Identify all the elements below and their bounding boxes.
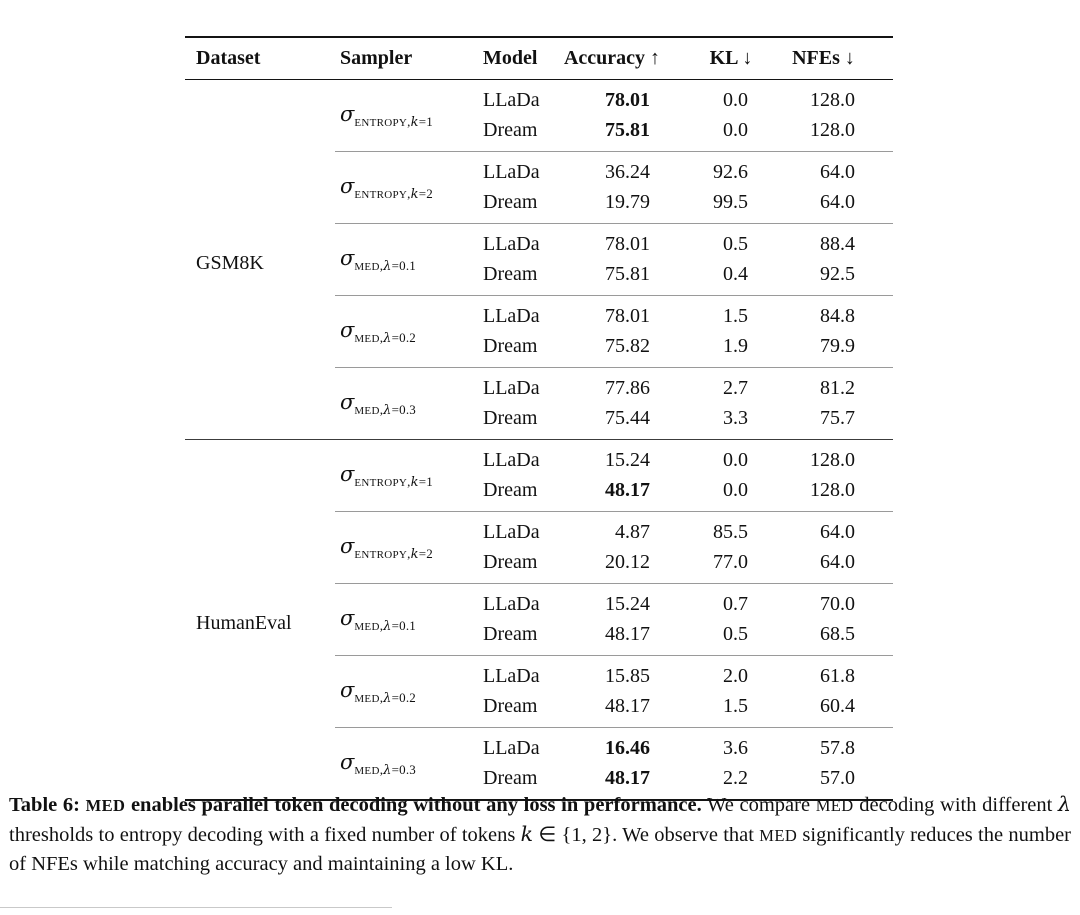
kl-value: 0.4 xyxy=(723,263,748,285)
model-name: LLaDa xyxy=(470,368,558,404)
model-name: Dream xyxy=(483,695,538,717)
sampler-label xyxy=(335,152,470,224)
dataset-label: GSM8K xyxy=(196,251,264,274)
table-body xyxy=(185,80,893,801)
accuracy-value: 4.87 xyxy=(558,512,700,548)
caption-segment: significantly reduces the number of NFEs while matching accuracy and maintaining a low KL. xyxy=(9,824,1072,875)
kl-value: 2.7 xyxy=(700,368,772,404)
accuracy-value: 48.17 xyxy=(605,695,650,717)
nfes-value: 61.8 xyxy=(772,656,893,692)
kl-value: 77.0 xyxy=(713,551,748,573)
kl-value: 85.5 xyxy=(700,512,772,548)
results-table-wrap xyxy=(185,36,893,801)
nfes-value: 128.0 xyxy=(772,440,893,476)
nfes-value: 60.4 xyxy=(820,695,855,717)
caption-segment: MED xyxy=(85,796,126,815)
nfes-value: 75.7 xyxy=(820,407,855,429)
caption-segment: We compare xyxy=(701,794,816,816)
sampler-subscript: ENTROPY,k=1 xyxy=(354,114,433,130)
model-name: Dream xyxy=(483,479,538,501)
kl-value: 0.7 xyxy=(700,584,772,620)
sampler-label xyxy=(335,440,470,512)
accuracy-value: 48.17 xyxy=(605,623,650,645)
kl-value: 1.5 xyxy=(700,296,772,332)
kl-value: 1.9 xyxy=(723,335,748,357)
sampler-subscript: MED,λ=0.2 xyxy=(354,690,416,706)
sigma-symbol: σ xyxy=(340,246,355,270)
sampler-label xyxy=(335,368,470,440)
table-caption xyxy=(9,790,1071,879)
accuracy-value: 15.24 xyxy=(558,584,700,620)
nfes-value: 128.0 xyxy=(810,119,855,141)
sampler-label xyxy=(335,584,470,656)
kl-value: 0.0 xyxy=(723,119,748,141)
nfes-value: 64.0 xyxy=(772,512,893,548)
kl-value: 3.6 xyxy=(700,728,772,764)
accuracy-value: 78.01 xyxy=(558,296,700,332)
nfes-value: 57.8 xyxy=(772,728,893,764)
accuracy-value: 48.17 xyxy=(605,767,650,789)
sigma-symbol: σ xyxy=(340,606,355,630)
dataset-label: HumanEval xyxy=(185,440,335,801)
kl-value: 99.5 xyxy=(713,191,748,213)
caption-segment: thresholds to entropy decoding with a fixed number of tokens xyxy=(9,824,521,846)
accuracy-value: 75.82 xyxy=(605,335,650,357)
model-name: Dream xyxy=(483,191,538,213)
caption-segment: decoding with different xyxy=(853,794,1058,816)
sampler-subscript: ENTROPY,k=2 xyxy=(354,186,433,202)
sigma-symbol: σ xyxy=(340,390,355,414)
nfes-value: 84.8 xyxy=(772,296,893,332)
model-name: LLaDa xyxy=(470,440,558,476)
accuracy-value: 19.79 xyxy=(605,191,650,213)
model-name: Dream xyxy=(483,623,538,645)
column-header-nfes: NFEs ↓ xyxy=(772,37,893,80)
accuracy-value: 75.44 xyxy=(605,407,650,429)
sigma-symbol: σ xyxy=(340,174,355,198)
sampler-label xyxy=(335,656,470,728)
sigma-symbol: σ xyxy=(340,750,355,774)
model-name: Dream xyxy=(483,119,538,141)
nfes-value: 88.4 xyxy=(772,224,893,260)
caption-segment: Table 6: xyxy=(9,794,86,816)
sampler-subscript: MED,λ=0.1 xyxy=(354,258,416,274)
kl-value: 0.0 xyxy=(700,440,772,476)
accuracy-value: 78.01 xyxy=(558,224,700,260)
nfes-value: 57.0 xyxy=(820,767,855,789)
column-header-kl: KL ↓ xyxy=(700,37,772,80)
sampler-subscript: ENTROPY,k=2 xyxy=(354,546,433,562)
nfes-value: 81.2 xyxy=(772,368,893,404)
kl-value: 0.5 xyxy=(723,623,748,645)
caption-segment: k xyxy=(520,822,534,846)
caption-segment: enables parallel token decoding without any loss in performance. xyxy=(125,794,702,816)
nfes-value: 70.0 xyxy=(772,584,893,620)
kl-value: 2.2 xyxy=(723,767,748,789)
kl-value: 2.0 xyxy=(700,656,772,692)
model-name: LLaDa xyxy=(470,656,558,692)
accuracy-value: 15.85 xyxy=(558,656,700,692)
kl-value: 1.5 xyxy=(723,695,748,717)
sampler-subscript: ENTROPY,k=1 xyxy=(354,474,433,490)
model-name: Dream xyxy=(483,335,538,357)
sampler-subscript: MED,λ=0.2 xyxy=(354,330,416,346)
nfes-value: 128.0 xyxy=(810,479,855,501)
accuracy-value: 75.81 xyxy=(605,263,650,285)
nfes-value: 92.5 xyxy=(820,263,855,285)
nfes-value: 68.5 xyxy=(820,623,855,645)
kl-value: 92.6 xyxy=(700,152,772,188)
model-name: Dream xyxy=(483,767,538,789)
sampler-label xyxy=(335,224,470,296)
caption-segment: λ xyxy=(1057,792,1071,816)
model-name: Dream xyxy=(483,407,538,429)
accuracy-value: 20.12 xyxy=(605,551,650,573)
model-name: LLaDa xyxy=(483,89,540,111)
model-name: LLaDa xyxy=(470,728,558,764)
sampler-subscript: MED,λ=0.1 xyxy=(354,618,416,634)
nfes-value: 64.0 xyxy=(820,191,855,213)
kl-value: 3.3 xyxy=(723,407,748,429)
model-name: LLaDa xyxy=(470,224,558,260)
column-header-dataset: Dataset xyxy=(185,37,335,80)
model-name: Dream xyxy=(483,263,538,285)
sigma-symbol: σ xyxy=(340,318,355,342)
accuracy-value: 78.01 xyxy=(605,89,650,111)
nfes-value: 64.0 xyxy=(820,551,855,573)
accuracy-value: 48.17 xyxy=(605,479,650,501)
model-name: LLaDa xyxy=(470,512,558,548)
nfes-value: 64.0 xyxy=(772,152,893,188)
column-header-model: Model xyxy=(470,37,558,80)
model-name: LLaDa xyxy=(470,152,558,188)
caption-segment: MED xyxy=(815,796,854,815)
sampler-subscript: MED,λ=0.3 xyxy=(354,762,416,778)
nfes-value: 79.9 xyxy=(820,335,855,357)
sigma-symbol: σ xyxy=(340,102,355,126)
kl-value: 0.5 xyxy=(700,224,772,260)
model-name: LLaDa xyxy=(470,296,558,332)
table-row xyxy=(185,440,893,476)
accuracy-value: 36.24 xyxy=(558,152,700,188)
sampler-label xyxy=(335,80,470,152)
sampler-subscript: MED,λ=0.3 xyxy=(354,402,416,418)
page-fragment-divider xyxy=(0,907,392,908)
sigma-symbol: σ xyxy=(340,534,355,558)
accuracy-value: 75.81 xyxy=(605,119,650,141)
nfes-value: 128.0 xyxy=(810,89,855,111)
sampler-label xyxy=(335,512,470,584)
kl-value: 0.0 xyxy=(723,479,748,501)
table-row xyxy=(185,80,893,116)
sigma-symbol: σ xyxy=(340,678,355,702)
accuracy-value: 15.24 xyxy=(558,440,700,476)
column-header-sampler: Sampler xyxy=(335,37,470,80)
sampler-label xyxy=(335,296,470,368)
caption-segment: MED xyxy=(759,826,798,845)
table-header xyxy=(185,37,893,80)
results-table xyxy=(185,36,893,801)
accuracy-value: 16.46 xyxy=(558,728,700,764)
model-name: Dream xyxy=(483,551,538,573)
table-header-row xyxy=(185,37,893,80)
column-header-accuracy: Accuracy ↑ xyxy=(558,37,700,80)
caption-segment: ∈ {1, 2}. We observe that xyxy=(533,824,760,846)
sigma-symbol: σ xyxy=(340,462,355,486)
model-name: LLaDa xyxy=(470,584,558,620)
kl-value: 0.0 xyxy=(723,89,748,111)
accuracy-value: 77.86 xyxy=(558,368,700,404)
